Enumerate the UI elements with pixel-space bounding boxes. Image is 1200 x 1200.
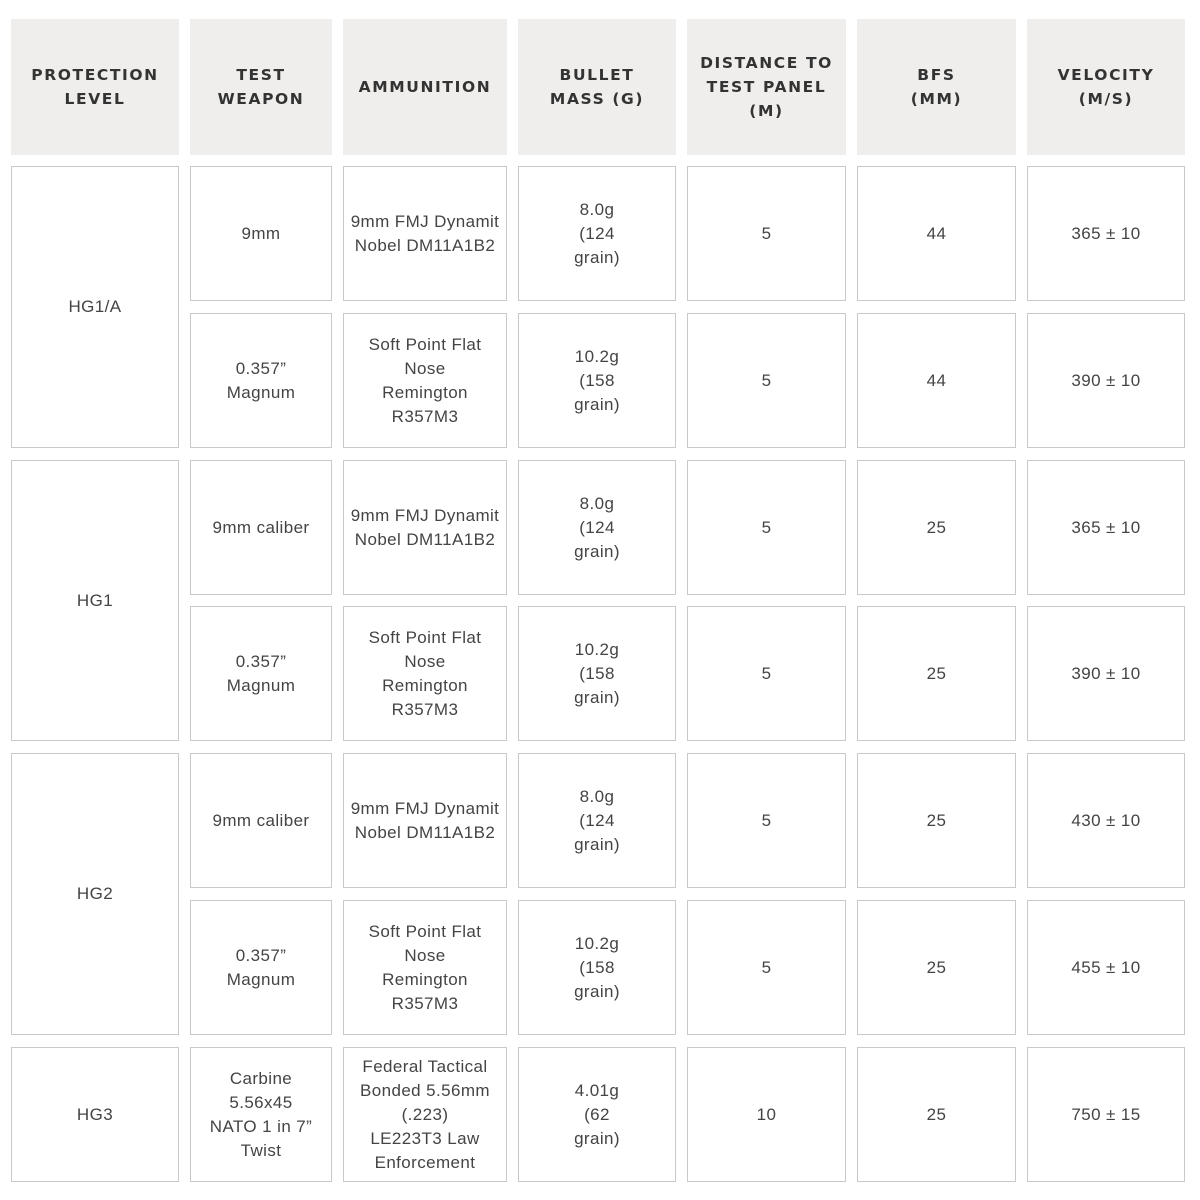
bullet-mass-cell: 4.01g (62 grain) — [518, 1047, 676, 1182]
distance-cell: 5 — [687, 900, 846, 1035]
protection-level-cell: HG1 — [11, 460, 179, 741]
distance-cell: 5 — [687, 460, 846, 595]
bfs-cell: 25 — [857, 753, 1016, 888]
bullet-mass-cell: 10.2g (158 grain) — [518, 606, 676, 741]
bullet-mass-cell: 8.0g (124 grain) — [518, 753, 676, 888]
distance-cell: 10 — [687, 1047, 846, 1182]
ammunition-cell: Federal Tactical Bonded 5.56mm (.223) LE223T3 Law Enforcement — [343, 1047, 507, 1182]
protection-level-header: PROTECTION LEVEL — [11, 19, 179, 155]
distance-cell: 5 — [687, 606, 846, 741]
test-weapon-cell: 0.357” Magnum — [190, 606, 332, 741]
distance-cell: 5 — [687, 313, 846, 448]
bullet-mass-cell: 8.0g (124 grain) — [518, 166, 676, 301]
bullet-mass-header: BULLET MASS (G) — [518, 19, 676, 155]
velocity-cell: 455 ± 10 — [1027, 900, 1185, 1035]
bfs-cell: 44 — [857, 166, 1016, 301]
ammunition-cell: Soft Point Flat Nose Remington R357M3 — [343, 606, 507, 741]
test-weapon-cell: 0.357” Magnum — [190, 900, 332, 1035]
bullet-mass-cell: 8.0g (124 grain) — [518, 460, 676, 595]
bfs-cell: 44 — [857, 313, 1016, 448]
protection-level-cell: HG1/A — [11, 166, 179, 448]
bullet-mass-cell: 10.2g (158 grain) — [518, 313, 676, 448]
test-weapon-cell: 9mm — [190, 166, 332, 301]
protection-level-cell: HG3 — [11, 1047, 179, 1182]
ammunition-cell: Soft Point Flat Nose Remington R357M3 — [343, 313, 507, 448]
bfs-cell: 25 — [857, 1047, 1016, 1182]
velocity-cell: 390 ± 10 — [1027, 606, 1185, 741]
bfs-cell: 25 — [857, 460, 1016, 595]
ammunition-header: AMMUNITION — [343, 19, 507, 155]
test-weapon-header: TEST WEAPON — [190, 19, 332, 155]
velocity-cell: 390 ± 10 — [1027, 313, 1185, 448]
velocity-cell: 365 ± 10 — [1027, 166, 1185, 301]
ammunition-cell: 9mm FMJ Dynamit Nobel DM11A1B2 — [343, 460, 507, 595]
test-weapon-cell: Carbine 5.56x45 NATO 1 in 7” Twist — [190, 1047, 332, 1182]
bfs-cell: 25 — [857, 900, 1016, 1035]
ammunition-cell: 9mm FMJ Dynamit Nobel DM11A1B2 — [343, 753, 507, 888]
bfs-cell: 25 — [857, 606, 1016, 741]
ammunition-cell: Soft Point Flat Nose Remington R357M3 — [343, 900, 507, 1035]
velocity-header: VELOCITY (M/S) — [1027, 19, 1185, 155]
test-weapon-cell: 9mm caliber — [190, 460, 332, 595]
distance-cell: 5 — [687, 753, 846, 888]
ammunition-cell: 9mm FMJ Dynamit Nobel DM11A1B2 — [343, 166, 507, 301]
distance-header: DISTANCE TO TEST PANEL (M) — [687, 19, 846, 155]
velocity-cell: 365 ± 10 — [1027, 460, 1185, 595]
distance-cell: 5 — [687, 166, 846, 301]
velocity-cell: 430 ± 10 — [1027, 753, 1185, 888]
bullet-mass-cell: 10.2g (158 grain) — [518, 900, 676, 1035]
bfs-header: BFS (MM) — [857, 19, 1016, 155]
test-weapon-cell: 9mm caliber — [190, 753, 332, 888]
test-weapon-cell: 0.357” Magnum — [190, 313, 332, 448]
protection-level-cell: HG2 — [11, 753, 179, 1035]
velocity-cell: 750 ± 15 — [1027, 1047, 1185, 1182]
